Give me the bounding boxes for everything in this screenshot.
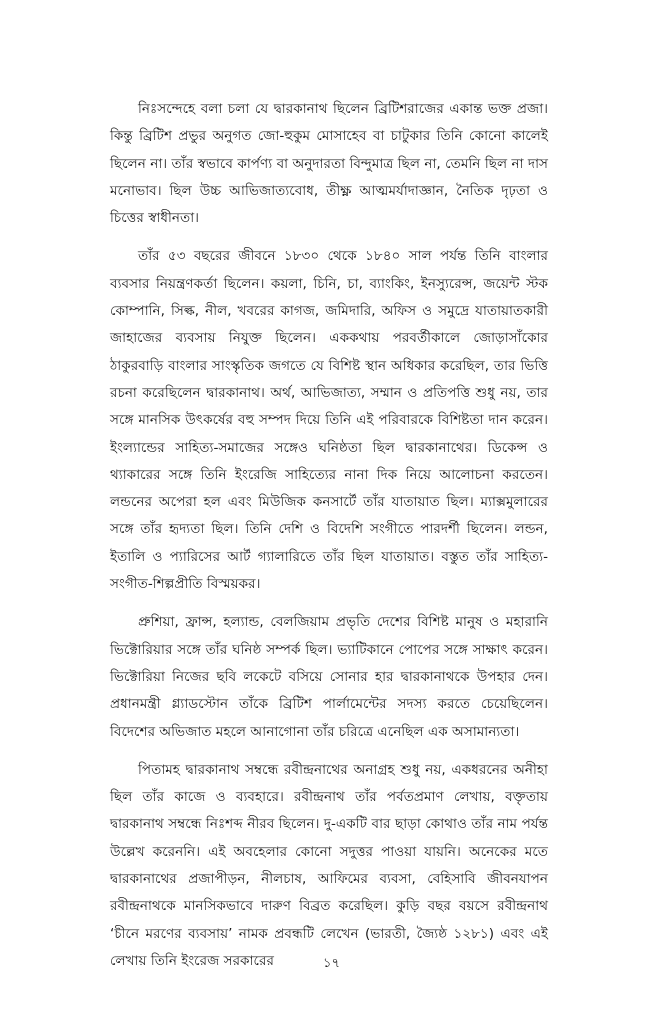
paragraph-business-and-culture: তাঁর ৫৩ বছরের জীবনে ১৮৩০ থেকে ১৮৪০ সাল পর্যন্ত তিনি বাংলার ব্যবসার নিয়ন্ত্রণকর্তা ছিলেন। কয়লা, চিনি, চা, ব্যাংকিং, ইনস্যুরেন্স, জয়েন্ট স্টক কোম্পানি, সিল্ক, নীল, খবরের কাগজ, জমিদারি, অফিস ও সমুদ্রে যাতায়াতকারী জাহাজের ব্যবসায় নিযুক্ত ছিলেন। এককথায় পরবর্তীকালে জোড়াসাঁকোর ঠাকুরবাড়ি বাংলার সাংস্কৃতিক জগতে যে বিশিষ্ট স্থান অধিকার করেছিল, তার ভিত্তি রচনা করেছিলেন দ্বারকানাথ। অর্থ, আভিজাত্য, সম্মান ও প্রতিপত্তি শুধু নয়, তার সঙ্গে মানসিক উৎকর্ষের বহু সম্পদ দিয়ে তিনি এই পরিবারকে বিশিষ্টতা দান করেন। ইংল্যান্ডের সাহিত্য-সমাজের সঙ্গেও ঘনিষ্ঠতা ছিল দ্বারকানাথের। ডিকেন্স ও থ্যাকারের সঙ্গে তিনি ইংরেজি সাহিত্যের নানা দিক নিয়ে আলোচনা করতেন। লন্ডনের অপেরা হল এবং মিউজিক কনসার্টে তাঁর যাতায়াত ছিল। ম্যাক্সমুলারের সঙ্গে তাঁর হৃদ্যতা ছিল। তিনি দেশি ও বিদেশি সংগীতে পারদর্শী ছিলেন। লন্ডন, ইতালি ও প্যারিসের আর্ট গ্যালারিতে তাঁর ছিল যাতায়াত। বস্তুত তাঁর সাহিত্য-সংগীত-শিল্পপ্রীতি বিস্ময়কর। xyxy=(110,248,548,593)
page-number: ১৭ xyxy=(323,956,340,971)
paragraph-rabindranath-indifference: পিতামহ দ্বারকানাথ সম্বন্ধে রবীন্দ্রনাথের অনাগ্রহ শুধু নয়, একধরনের অনীহা ছিল তাঁর কাজে ও ব্যবহারে। রবীন্দ্রনাথ তাঁর পর্বতপ্রমাণ লেখায়, বক্তৃতায় দ্বারকানাথ সম্বন্ধে নিঃশব্দ নীরব ছিলেন। দু-একটি বার ছাড়া কোথাও তাঁর নাম পর্যন্ত উল্লেখ করেননি। এই অবহেলার কোনো সদুত্তর পাওয়া যায়নি। অনেকের মতে দ্বারকানাথের প্রজাপীড়ন, নীলচাষ, আফিমের ব্যবসা, বেহিসাবি জীবনযাপন রবীন্দ্রনাথকে মানসিকভাবে দারুণ বিব্রত করেছিল। কুড়ি বছর বয়সে রবীন্দ্রনাথ ‘চীনে মরণের ব্যবসায়’ নামক প্রবন্ধটি লেখেন (ভারতী, জ্যৈষ্ঠ ১২৮১) এবং এই লেখায় তিনি ইংরেজ সরকারের xyxy=(110,761,548,969)
body-text xyxy=(110,96,548,986)
paragraph-european-connections: প্রুশিয়া, ফ্রান্স, হল্যান্ড, বেলজিয়াম প্রভৃতি দেশের বিশিষ্ট মানুষ ও মহারানি ভিক্টোরিয়ার সঙ্গে তাঁর ঘনিষ্ঠ সম্পর্ক ছিল। ভ্যাটিকানে পোপের সঙ্গে সাক্ষাৎ করেন। ভিক্টোরিয়া নিজের ছবি লকেটে বসিয়ে সোনার হার দ্বারকানাথকে উপহার দেন। প্রধানমন্ত্রী গ্ল্যাডস্টোন তাঁকে ব্রিটিশ পার্লামেন্টের সদস্য করতে চেয়েছিলেন। বিদেশের অভিজাত মহলে আনাগোনা তাঁর চরিত্রে এনেছিল এক অসামান্যতা। xyxy=(110,614,548,740)
paragraph-dwarkanath-loyalty: নিঃসন্দেহে বলা চলা যে দ্বারকানাথ ছিলেন ব্রিটিশরাজের একান্ত ভক্ত প্রজা। কিন্তু ব্রিটিশ প্রভুর অনুগত জো-হুকুম মোসাহেব বা চাটুকার তিনি কোনো কালেই ছিলেন না। তাঁর স্বভাবে কার্পণ্য বা অনুদারতা বিন্দুমাত্র ছিল না, তেমনি ছিল না দাস মনোভাব। ছিল উচ্চ আভিজাত্যবোধ, তীক্ষ্ণ আত্মমর্যাদাজ্ঞান, নৈতিক দৃঢ়তা ও চিত্তের স্বাধীনতা। xyxy=(110,101,548,227)
